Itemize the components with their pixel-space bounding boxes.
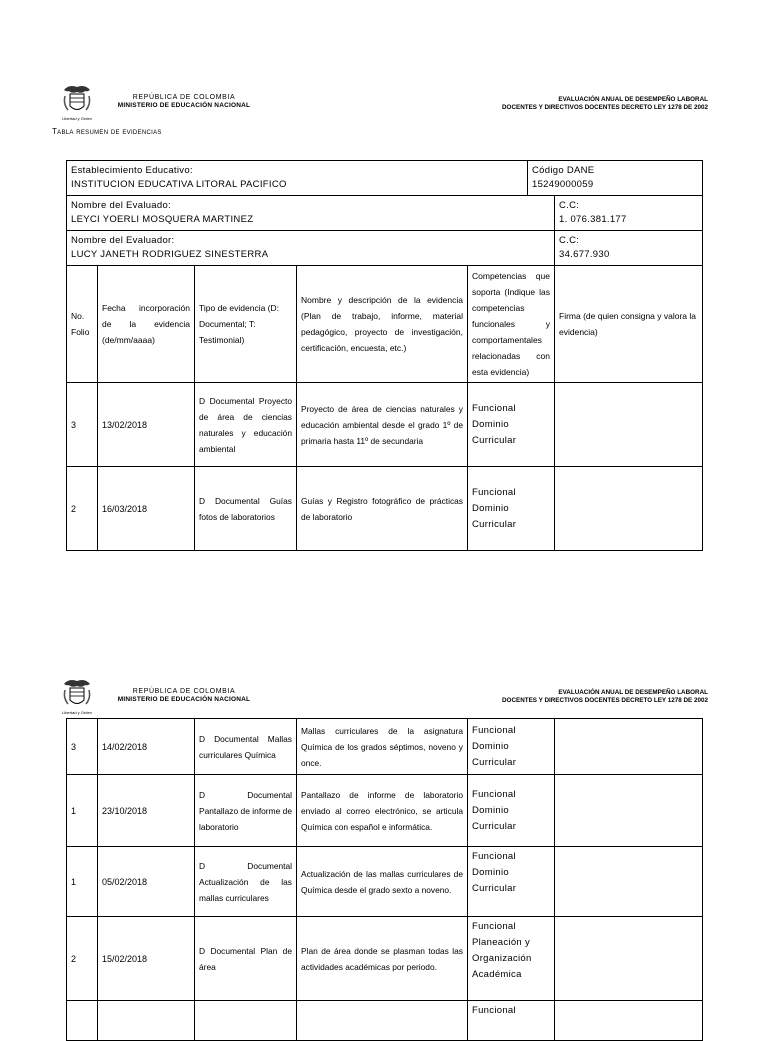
header-firma: Firma (de quien consigna y valora la evidencia) (555, 266, 703, 383)
cell-competencias: Funcional Dominio Curricular (468, 775, 555, 847)
cell-firma (555, 719, 703, 775)
ministry-header (108, 688, 260, 704)
cell-fecha: 15/02/2018 (98, 917, 195, 1001)
header-competencias: Competencias que soporta (Indique las competencias funcionales y comportamentales relacionadas con esta evidencia) (468, 266, 555, 383)
cell-competencias: Funcional Dominio Curricular (468, 383, 555, 467)
evaluador-value: LUCY JANETH RODRIGUEZ SINESTERRA (71, 248, 269, 260)
eval-title: EVALUACIÓN ANUAL DE DESEMPEÑO LABORAL (558, 96, 708, 103)
table-row (67, 383, 703, 467)
cell-nombre (297, 1001, 468, 1041)
colombia-seal-icon (60, 676, 94, 716)
cc-evaluado-cell (555, 196, 703, 231)
evaluado-value: LEYCI YOERLI MOSQUERA MARTINEZ (71, 213, 254, 225)
cell-firma (555, 1001, 703, 1041)
cell-fecha (98, 1001, 195, 1041)
cell-firma (555, 917, 703, 1001)
table-row (67, 1001, 703, 1041)
establecimiento-label: Establecimiento Educativo: (71, 164, 193, 176)
header-fecha: Fecha incorporación de la evidencia (de/mm/aaaa) (98, 266, 195, 383)
establecimiento-cell (67, 161, 528, 196)
ministry-name: MINISTERIO DE EDUCACIÓN NACIONAL (117, 102, 251, 109)
cc-evaluador-cell (555, 231, 703, 266)
cell-firma (555, 847, 703, 917)
cell-competencias: Funcional Dominio Curricular (468, 467, 555, 551)
cell-fecha: 14/02/2018 (98, 719, 195, 775)
colombia-seal-icon (60, 82, 94, 122)
evaluation-header (502, 96, 708, 112)
eval-subtitle: DOCENTES Y DIRECTIVOS DOCENTES DECRETO LEY 1278 DE 2002 (502, 104, 708, 111)
eval-title: EVALUACIÓN ANUAL DE DESEMPEÑO LABORAL (558, 689, 708, 696)
header-nombre: Nombre y descripción de la evidencia (Plan de trabajo, informe, material pedagógico, proyecto de investigación, certificación, encuesta, etc.) (297, 266, 468, 383)
evaluado-label: Nombre del Evaluado: (71, 199, 171, 211)
table-row (67, 847, 703, 917)
cell-competencias: Funcional (468, 1001, 555, 1041)
dane-cell (528, 161, 703, 196)
cell-folio: 1 (67, 847, 98, 917)
cc-evaluado-value: 1. 076.381.177 (559, 213, 627, 225)
cc-evaluador-value: 34.677.930 (559, 248, 610, 260)
cell-competencias: Funcional Dominio Curricular (468, 847, 555, 917)
cell-tipo: D Documental Guías fotos de laboratorios (195, 467, 297, 551)
cc-evaluador-label: C.C: (559, 234, 580, 246)
cell-folio (67, 1001, 98, 1041)
table-row (67, 917, 703, 1001)
ministry-header (108, 94, 260, 110)
cell-nombre: Mallas curriculares de la asignatura Química de los grados séptimos, noveno y once. (297, 719, 468, 775)
cell-nombre: Actualización de las mallas curriculares de Química desde el grado sexto a noveno. (297, 847, 468, 917)
cell-folio: 2 (67, 467, 98, 551)
evidence-table-page-1 (66, 160, 703, 551)
table-row (67, 467, 703, 551)
cell-fecha: 13/02/2018 (98, 383, 195, 467)
eval-subtitle: DOCENTES Y DIRECTIVOS DOCENTES DECRETO LEY 1278 DE 2002 (502, 697, 708, 704)
republic-name: REPÚBLICA DE COLOMBIA (132, 94, 236, 101)
cell-tipo: D Documental Actualización de las mallas curriculares (195, 847, 297, 917)
cell-folio: 2 (67, 917, 98, 1001)
cell-nombre: Guías y Registro fotográfico de prácticas de laboratorio (297, 467, 468, 551)
cell-competencias: Funcional Dominio Curricular (468, 719, 555, 775)
seal-motto: Libertad y Orden (62, 710, 92, 715)
evidence-table-page-2 (66, 718, 703, 1041)
cell-competencias: Funcional Planeación y Organización Académica (468, 917, 555, 1001)
doc-title: Tabla resumen de evidencias (52, 127, 162, 136)
dane-label: Código DANE (532, 164, 595, 176)
republic-name: REPÚBLICA DE COLOMBIA (132, 688, 236, 695)
seal-motto: Libertad y Orden (62, 116, 92, 121)
cell-firma (555, 467, 703, 551)
evaluado-cell (67, 196, 555, 231)
dane-value: 15249000059 (532, 178, 594, 190)
cell-firma (555, 775, 703, 847)
cell-fecha: 16/03/2018 (98, 467, 195, 551)
cell-firma (555, 383, 703, 467)
establecimiento-value: INSTITUCION EDUCATIVA LITORAL PACIFICO (71, 178, 287, 190)
cell-folio: 3 (67, 383, 98, 467)
cell-tipo: D Documental Plan de área (195, 917, 297, 1001)
evaluador-label: Nombre del Evaluador: (71, 234, 175, 246)
table-row (67, 719, 703, 775)
cell-tipo: D Documental Proyecto de área de ciencias naturales y educación ambiental (195, 383, 297, 467)
cell-fecha: 05/02/2018 (98, 847, 195, 917)
cell-nombre: Plan de área donde se plasman todas las actividades académicas por periodo. (297, 917, 468, 1001)
cell-nombre: Pantallazo de informe de laboratorio enviado al correo electrónico, se articula Química con español e informática. (297, 775, 468, 847)
evaluador-cell (67, 231, 555, 266)
cell-folio: 1 (67, 775, 98, 847)
table-row (67, 775, 703, 847)
cell-fecha: 23/10/2018 (98, 775, 195, 847)
cell-tipo (195, 1001, 297, 1041)
cc-evaluado-label: C.C: (559, 199, 580, 211)
cell-folio: 3 (67, 719, 98, 775)
cell-nombre: Proyecto de área de ciencias naturales y educación ambiental desde el grado 1º de primaria hasta 11º de secundaria (297, 383, 468, 467)
cell-tipo: D Documental Pantallazo de informe de laboratorio (195, 775, 297, 847)
cell-tipo: D Documental Mallas curriculares Química (195, 719, 297, 775)
evaluation-header (502, 689, 708, 705)
header-tipo: Tipo de evidencia (D: Documental; T: Testimonial) (195, 266, 297, 383)
header-folio: No. Folio (67, 266, 98, 383)
ministry-name: MINISTERIO DE EDUCACIÓN NACIONAL (117, 696, 251, 703)
